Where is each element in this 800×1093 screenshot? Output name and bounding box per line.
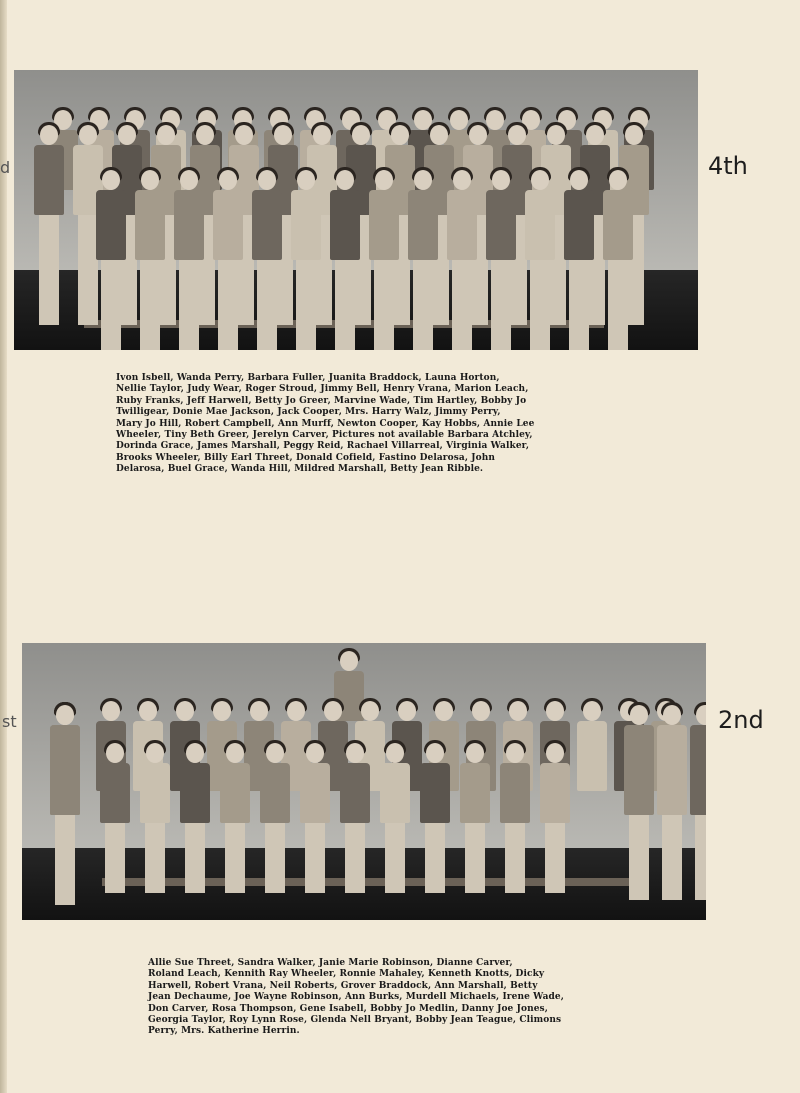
grade-label-4th: 4th xyxy=(708,152,748,180)
class-photo-2nd-grade xyxy=(22,643,706,920)
photo-caption-2nd-grade: Allie Sue Threet, Sandra Walker, Janie Marie Robinson, Dianne Carver, Roland Leach, Kennith Ray Wheeler, Ronnie Mahaley, Kenneth Knotts, Dicky Harwell, Robert Vrana, Neil Roberts, Grover Braddock, Ann Marshall, Betty Jean Dechaume, Joe Wayne Robinson, Ann Burks, Murdell Michaels, Irene Wade, Don Carver, Rosa Thompson, Gene Isabell, Bobby Jo Medlin, Danny Joe Jones, Georgia Taylor, Roy Lynn Rose, Glenda Nell Bryant, Bobby Jean Teague, Climons Perry, Mrs. Katherine Herrin. xyxy=(148,958,564,1037)
grade-label-2nd: 2nd xyxy=(718,706,764,734)
margin-mark-lower: st xyxy=(2,712,17,731)
class-photo-4th-grade xyxy=(14,70,698,350)
margin-mark-upper: d xyxy=(0,158,11,177)
photo-caption-4th-grade: Ivon Isbell, Wanda Perry, Barbara Fuller, Juanita Braddock, Launa Horton, Nellie Taylor, Judy Wear, Roger Stroud, Jimmy Bell, Henry Vrana, Marion Leach, Ruby Franks, Jeff Harwell, Betty Jo Greer, Marvine Wade, Tim Hartley, Bobby Jo Twilligear, Donie Mae Jackson, Jack Cooper, Mrs. Harry Walz, Jimmy Perry, Mary Jo Hill, Robert Campbell, Ann Murff, Newton Cooper, Kay Hobbs, Annie Lee Wheeler, Tiny Beth Greer, Jerelyn Carver, Pictures not available Barbara Atchley, Dorinda Grace, James Marshall, Peggy Reid, Rachael Villarreal, Virginia Walker, Brooks Wheeler, Billy Earl Threet, Donald Cofield, Fastino Delarosa, John Delarosa, Buel Grace, Wanda Hill, Mildred Marshall, Betty Jean Ribble. xyxy=(116,373,535,475)
